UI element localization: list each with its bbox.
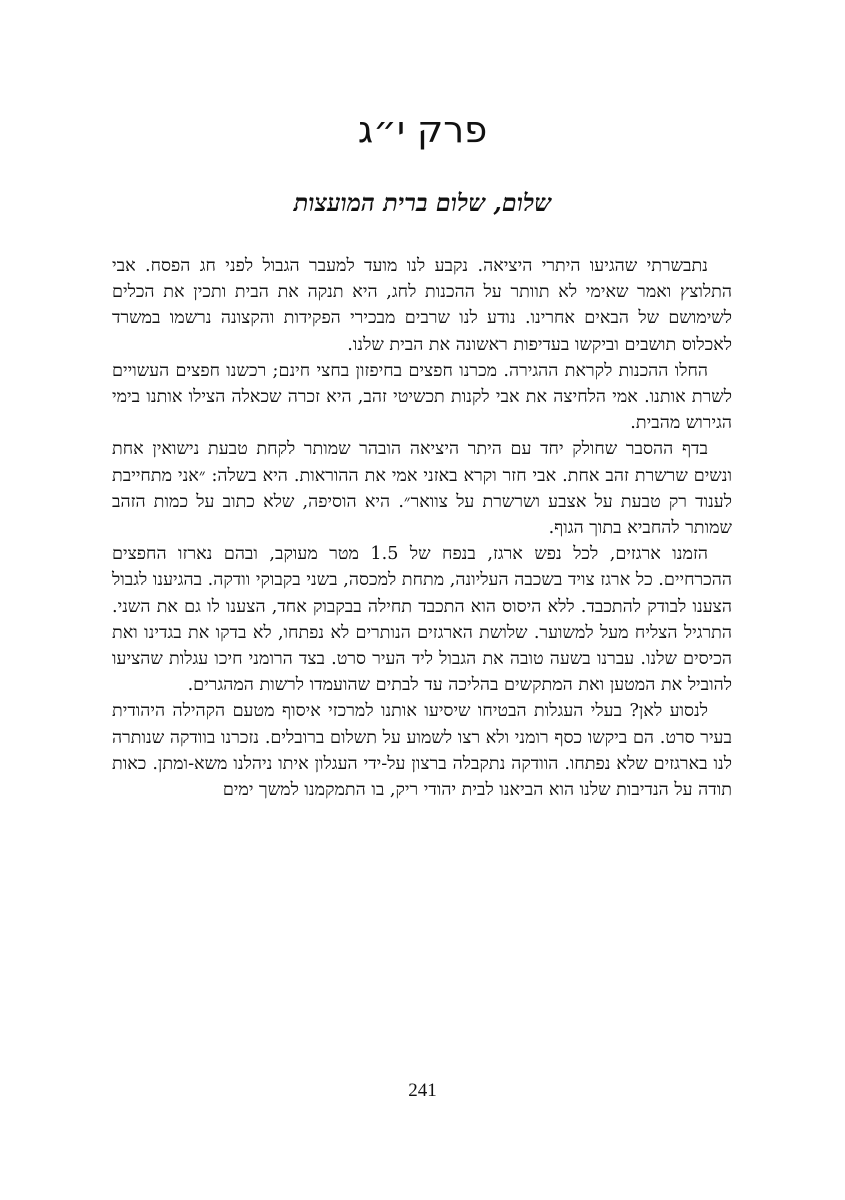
paragraph-2: החלו ההכנות לקראת ההגירה. מכרנו חפצים בחיפזון בחצי חינם; רכשנו חפצים העשויים לשרת אותנו. אמי הלחיצה את אבי לקנות תכשיטי זהב, היא זכרה שכאלה הצילו אותנו בימי הגירוש מהבית. <box>112 360 732 434</box>
chapter-title: פרק י״ג <box>357 108 488 151</box>
paragraph-3: בדף ההסבר שחולק יחד עם היתר היציאה הובהר שמותר לקחת טבעת נישואין אחת ונשים שרשרת זהב אחת. אבי חזר וקרא באזני אמי את ההוראות. היא בשלה: ״אני מתחייבת לענוד רק טבעת על אצבע ושרשרת על צוואר״. היא הוסיפה, שלא כתוב על כמות הזהב שמותר להחביא בתוך הגוף. <box>112 439 732 539</box>
page-number: 241 <box>408 1080 437 1101</box>
chapter-body <box>112 253 732 803</box>
paragraph-1: נתבשרתי שהגיעו היתרי היציאה. נקבע לנו מועד למעבר הגבול לפני חג הפסח. אבי התלוצץ ואמר שאימי לא תוותר על ההכנות לחג, היא תנקה את הבית ותכין את הכלים לשימושם של הבאים אחרינו. נודע לנו שרבים מבכירי הפקידות והקצונה נרשמו במשרד לאכלוס תושבים וביקשו בעדיפות ראשונה את הבית שלנו. <box>112 256 732 355</box>
chapter-subtitle: שלום, שלום ברית המועצות <box>293 188 552 217</box>
paragraph-5: לנסוע לאן? בעלי העגלות הבטיחו שיסיעו אותנו למרכזי איסוף מטעם הקהילה היהודית בעיר סרט. הם ביקשו כסף רומני ולא רצו לשמוע על תשלום ברובלים. נזכרנו בוודקה שנותרה לנו בארגזים שלא נפתחו. הוודקה נתקבלה ברצון על-ידי העגלון איתו ניהלנו משא-ומתן. כאות תודה על הנדיבות שלנו הוא הביאנו לבית יהודי ריק, בו התמקמנו למשך ימים <box>112 701 732 801</box>
paragraph-4: הזמנו ארגזים, לכל נפש ארגז, בנפח של 1.5 מטר מעוקב, ובהם נארזו החפצים ההכרחיים. כל ארגז צויד בשכבה העליונה, מתחת למכסה, בשני בקבוקי וודקה. בהגיענו לגבול הצענו לבודק להתכבד. ללא היסוס הוא התכבד תחילה בבקבוק אחד, הצענו לו גם את השני. התרגיל הצליח מעל למשוער. שלושת הארגזים הנותרים לא נפתחו, לא בדקו את בגדינו ואת הכיסים שלנו. עברנו בשעה טובה את הגבול ליד העיר סרט. בצד הרומני חיכו עגלות שהציעו להוביל את המטען ואת המתקשים בהליכה עד לבתים שהועמדו לרשות המהגרים. <box>112 544 732 696</box>
